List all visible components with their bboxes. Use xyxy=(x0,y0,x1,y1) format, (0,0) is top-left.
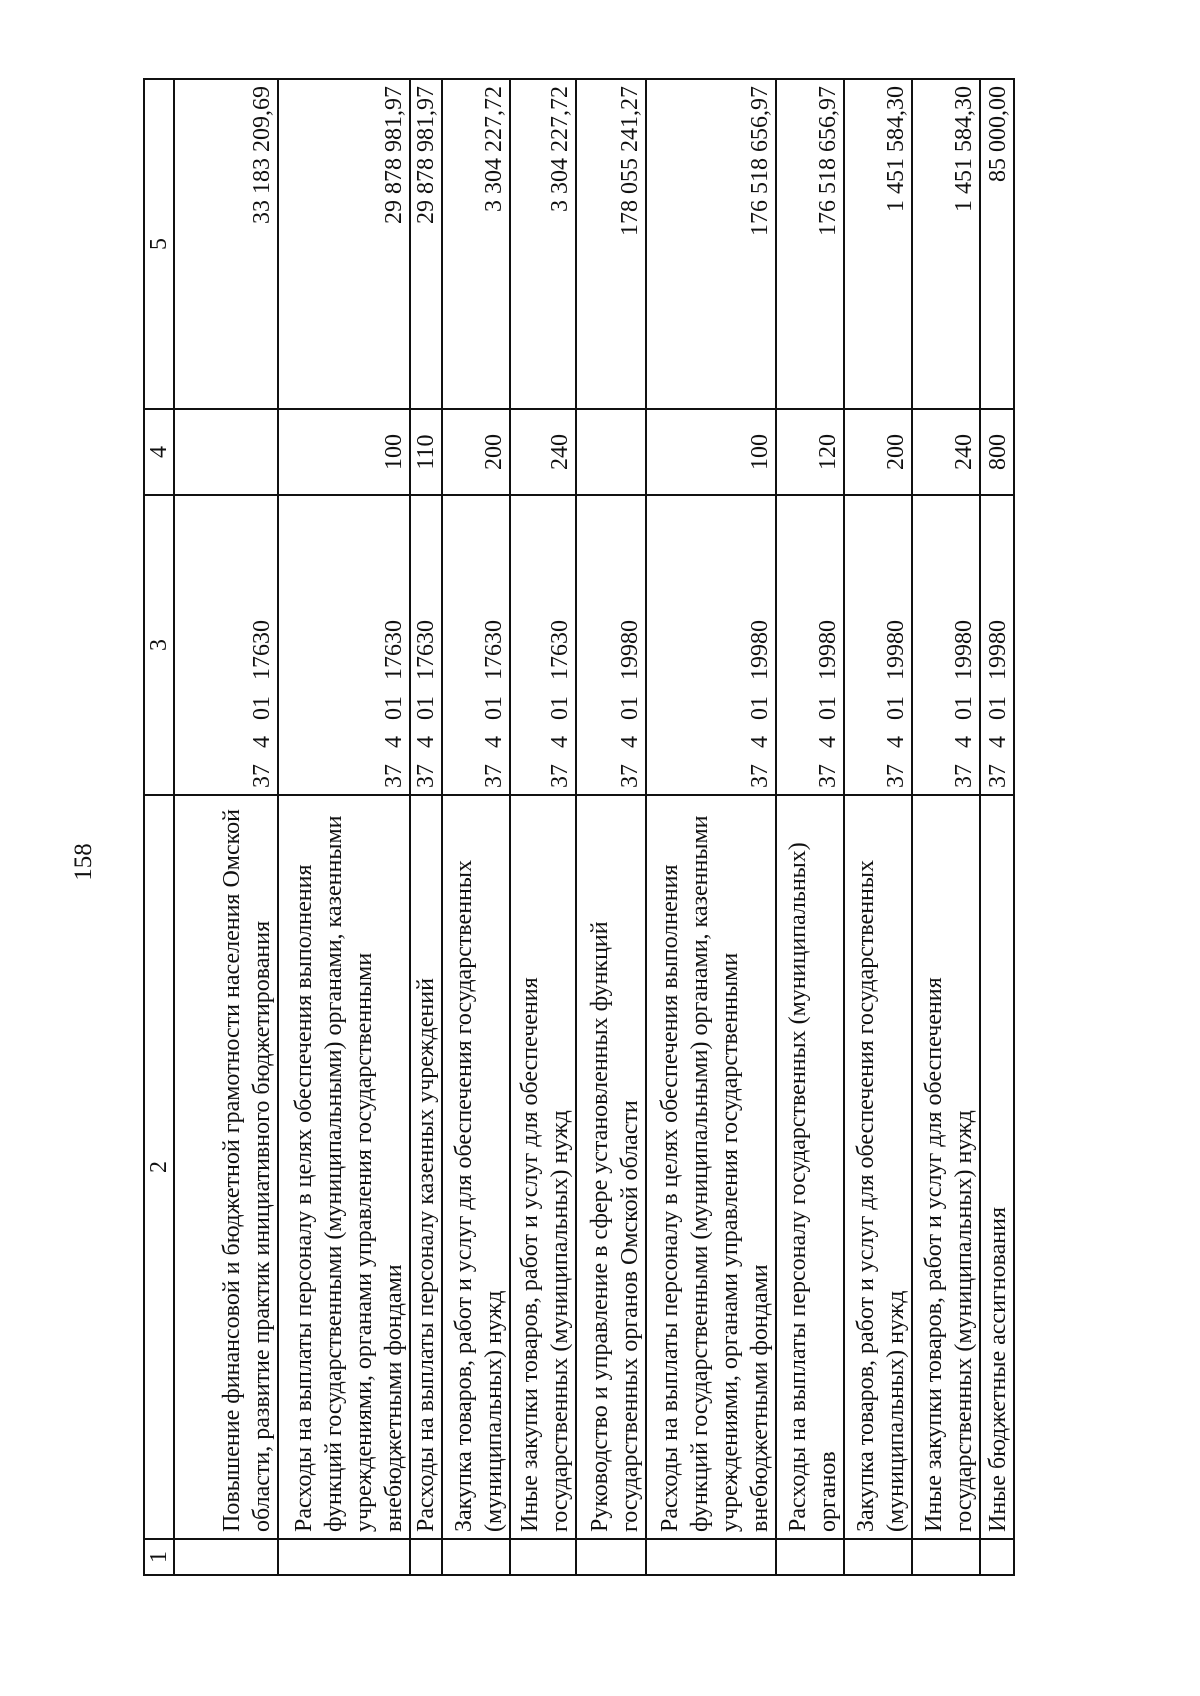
amount-cell: 33 183 209,69 xyxy=(174,79,278,409)
table-row xyxy=(844,79,912,1575)
target-article-code-cell: 37 4 01 17630 xyxy=(410,495,442,795)
row-number-cell xyxy=(912,1539,980,1575)
row-number-cell xyxy=(646,1539,776,1575)
budget-table-container xyxy=(143,80,1073,1576)
table-row xyxy=(174,79,278,1575)
column-header-3: 3 xyxy=(144,495,174,795)
expense-name-cell: Расходы на выплаты персоналу в целях обеспечения выполнения функций государственными (муниципальными) органами, казенными учреждениями, органами управления государственными внебюджетными фондами xyxy=(646,795,776,1539)
amount-cell: 85 000,00 xyxy=(980,79,1014,409)
table-row xyxy=(980,79,1014,1575)
expense-type-code-cell: 120 xyxy=(776,409,844,495)
column-numbers-row xyxy=(144,79,174,1575)
target-article-code-cell: 37 4 01 19980 xyxy=(776,495,844,795)
target-article-code-cell: 37 4 01 17630 xyxy=(278,495,410,795)
column-header-4: 4 xyxy=(144,409,174,495)
expense-type-code-cell: 800 xyxy=(980,409,1014,495)
expense-type-code-cell: 240 xyxy=(912,409,980,495)
amount-cell: 178 055 241,27 xyxy=(576,79,646,409)
amount-cell: 3 304 227,72 xyxy=(510,79,576,409)
target-article-code-cell: 37 4 01 17630 xyxy=(442,495,510,795)
target-article-code-cell: 37 4 01 19980 xyxy=(576,495,646,795)
amount-cell: 176 518 656,97 xyxy=(776,79,844,409)
table-row xyxy=(278,79,410,1575)
row-number-cell xyxy=(576,1539,646,1575)
expense-type-code-cell: 100 xyxy=(278,409,410,495)
row-number-cell xyxy=(844,1539,912,1575)
row-number-cell xyxy=(776,1539,844,1575)
amount-cell: 1 451 584,30 xyxy=(844,79,912,409)
target-article-code-cell: 37 4 01 19980 xyxy=(912,495,980,795)
target-article-code-cell: 37 4 01 19980 xyxy=(844,495,912,795)
expense-type-code-cell xyxy=(174,409,278,495)
table-row xyxy=(576,79,646,1575)
target-article-code-cell: 37 4 01 19980 xyxy=(646,495,776,795)
expense-name-cell: Закупка товаров, работ и услуг для обеспечения государственных (муниципальных) нужд xyxy=(844,795,912,1539)
expense-name-cell: Расходы на выплаты персоналу казенных учреждений xyxy=(410,795,442,1539)
table-row xyxy=(912,79,980,1575)
row-number-cell xyxy=(174,1539,278,1575)
row-number-cell xyxy=(278,1539,410,1575)
row-number-cell xyxy=(442,1539,510,1575)
expense-name-cell: Иные закупки товаров, работ и услуг для обеспечения государственных (муниципальных) нужд xyxy=(912,795,980,1539)
expense-type-code-cell: 100 xyxy=(646,409,776,495)
amount-cell: 176 518 656,97 xyxy=(646,79,776,409)
expense-name-cell: Повышение финансовой и бюджетной грамотности населения Омской области, развитие практик инициативного бюджетирования xyxy=(174,795,278,1539)
expense-name-cell: Иные бюджетные ассигнования xyxy=(980,795,1014,1539)
expense-type-code-cell: 200 xyxy=(442,409,510,495)
expense-type-code-cell xyxy=(576,409,646,495)
column-header-1: 1 xyxy=(144,1539,174,1575)
row-number-cell xyxy=(980,1539,1014,1575)
expense-name-cell: Руководство и управление в сфере установленных функций государственных органов Омской области xyxy=(576,795,646,1539)
table-row xyxy=(442,79,510,1575)
amount-cell: 29 878 981,97 xyxy=(410,79,442,409)
expense-name-cell: Расходы на выплаты персоналу государственных (муниципальных) органов xyxy=(776,795,844,1539)
expense-type-code-cell: 240 xyxy=(510,409,576,495)
target-article-code-cell: 37 4 01 17630 xyxy=(174,495,278,795)
table-row xyxy=(510,79,576,1575)
target-article-code-cell: 37 4 01 17630 xyxy=(510,495,576,795)
column-header-2: 2 xyxy=(144,795,174,1539)
target-article-code-cell: 37 4 01 19980 xyxy=(980,495,1014,795)
table-row xyxy=(646,79,776,1575)
expense-name-cell: Расходы на выплаты персоналу в целях обеспечения выполнения функций государственными (муниципальными) органами, казенными учреждениями, органами управления государственными внебюджетными фондами xyxy=(278,795,410,1539)
expense-type-code-cell: 110 xyxy=(410,409,442,495)
page-number: 158 xyxy=(70,843,97,881)
row-number-cell xyxy=(410,1539,442,1575)
row-number-cell xyxy=(510,1539,576,1575)
amount-cell: 3 304 227,72 xyxy=(442,79,510,409)
amount-cell: 1 451 584,30 xyxy=(912,79,980,409)
table-row xyxy=(410,79,442,1575)
budget-table xyxy=(143,78,1015,1576)
table-row xyxy=(776,79,844,1575)
expense-name-cell: Иные закупки товаров, работ и услуг для обеспечения государственных (муниципальных) нужд xyxy=(510,795,576,1539)
expense-name-cell: Закупка товаров, работ и услуг для обеспечения государственных (муниципальных) нужд xyxy=(442,795,510,1539)
amount-cell: 29 878 981,97 xyxy=(278,79,410,409)
column-header-5: 5 xyxy=(144,79,174,409)
expense-type-code-cell: 200 xyxy=(844,409,912,495)
